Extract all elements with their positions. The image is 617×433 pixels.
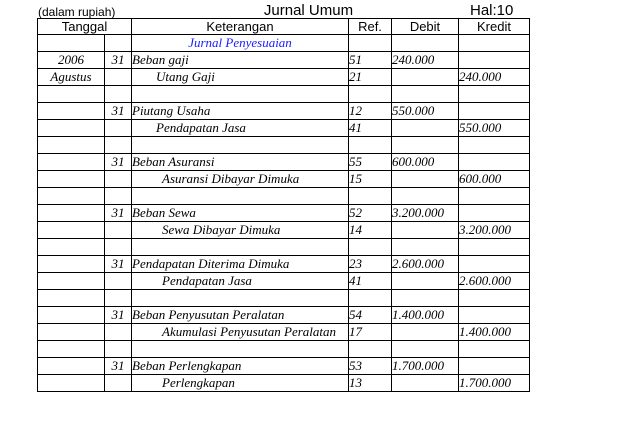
spacer-cell bbox=[38, 188, 105, 205]
spacer-cell bbox=[349, 188, 392, 205]
table-row bbox=[38, 273, 530, 290]
spacer-cell bbox=[459, 239, 530, 256]
spacer-row bbox=[38, 188, 530, 205]
credit-amount: 600.000 bbox=[459, 171, 530, 188]
credit-ref: 14 bbox=[349, 222, 392, 239]
table-row bbox=[38, 120, 530, 137]
credit-amount-empty bbox=[459, 154, 530, 171]
spacer-cell bbox=[105, 137, 132, 154]
table-row bbox=[38, 307, 530, 324]
credit-ref: 15 bbox=[349, 171, 392, 188]
date-month-cell: Agustus bbox=[38, 69, 105, 86]
spacer-cell bbox=[392, 239, 459, 256]
debit-amount-empty bbox=[392, 171, 459, 188]
spacer-cell bbox=[105, 188, 132, 205]
table-row bbox=[38, 103, 530, 120]
debit-ref: 53 bbox=[349, 358, 392, 375]
spacer-cell bbox=[38, 86, 105, 103]
date-month-cell bbox=[38, 273, 105, 290]
debit-account: Beban Perlengkapan bbox=[132, 358, 349, 375]
credit-ref: 17 bbox=[349, 324, 392, 341]
table-row bbox=[38, 154, 530, 171]
table-row bbox=[38, 205, 530, 222]
date-day-empty bbox=[105, 120, 132, 137]
debit-amount: 600.000 bbox=[392, 154, 459, 171]
date-day: 31 bbox=[105, 205, 132, 222]
debit-ref: 51 bbox=[349, 52, 392, 69]
debit-amount-empty bbox=[392, 273, 459, 290]
spacer-cell bbox=[349, 341, 392, 358]
debit-amount: 240.000 bbox=[392, 52, 459, 69]
debit-ref: 12 bbox=[349, 103, 392, 120]
credit-ref: 21 bbox=[349, 69, 392, 86]
table-header-row bbox=[38, 19, 530, 35]
journal-table bbox=[37, 18, 530, 392]
credit-account: Sewa Dibayar Dimuka bbox=[132, 222, 349, 239]
date-day-empty bbox=[105, 69, 132, 86]
table-row bbox=[38, 375, 530, 392]
spacer-cell bbox=[459, 188, 530, 205]
spacer-cell bbox=[392, 341, 459, 358]
debit-amount: 3.200.000 bbox=[392, 205, 459, 222]
debit-account: Beban Penyusutan Peralatan bbox=[132, 307, 349, 324]
spacer-cell bbox=[392, 290, 459, 307]
credit-amount-empty bbox=[459, 103, 530, 120]
spacer-cell bbox=[132, 341, 349, 358]
table-row bbox=[38, 358, 530, 375]
date-day: 31 bbox=[105, 154, 132, 171]
spacer-cell bbox=[105, 341, 132, 358]
spacer-cell bbox=[38, 137, 105, 154]
spacer-cell bbox=[392, 137, 459, 154]
credit-account: Perlengkapan bbox=[132, 375, 349, 392]
date-month-cell bbox=[38, 222, 105, 239]
spacer-cell bbox=[132, 137, 349, 154]
spacer-cell bbox=[105, 290, 132, 307]
credit-ref: 41 bbox=[349, 120, 392, 137]
col-header-debit: Debit bbox=[392, 19, 459, 35]
credit-amount-empty bbox=[459, 52, 530, 69]
credit-amount-empty bbox=[459, 256, 530, 273]
credit-amount-empty bbox=[459, 205, 530, 222]
spacer-row bbox=[38, 239, 530, 256]
debit-account: Piutang Usaha bbox=[132, 103, 349, 120]
spacer-cell bbox=[132, 239, 349, 256]
section-title-row bbox=[38, 35, 530, 52]
spacer-row bbox=[38, 341, 530, 358]
date-year-cell bbox=[38, 307, 105, 324]
credit-account: Pendapatan Jasa bbox=[132, 120, 349, 137]
spacer-cell bbox=[349, 137, 392, 154]
debit-account: Beban Asuransi bbox=[132, 154, 349, 171]
date-year-cell bbox=[38, 103, 105, 120]
credit-amount-empty bbox=[459, 307, 530, 324]
table-row bbox=[38, 256, 530, 273]
credit-amount: 2.600.000 bbox=[459, 273, 530, 290]
date-month-cell bbox=[38, 375, 105, 392]
date-year-cell bbox=[38, 358, 105, 375]
debit-ref: 55 bbox=[349, 154, 392, 171]
credit-amount: 3.200.000 bbox=[459, 222, 530, 239]
date-day: 31 bbox=[105, 358, 132, 375]
debit-amount: 1.700.000 bbox=[392, 358, 459, 375]
spacer-cell bbox=[459, 290, 530, 307]
date-day: 31 bbox=[105, 256, 132, 273]
debit-amount: 1.400.000 bbox=[392, 307, 459, 324]
debit-ref: 52 bbox=[349, 205, 392, 222]
col-header-date: Tanggal bbox=[38, 19, 132, 35]
spacer-cell bbox=[459, 86, 530, 103]
col-header-ref: Ref. bbox=[349, 19, 392, 35]
credit-amount-empty bbox=[459, 358, 530, 375]
table-row bbox=[38, 52, 530, 69]
credit-account: Utang Gaji bbox=[132, 69, 349, 86]
spacer-cell bbox=[132, 188, 349, 205]
debit-amount-empty bbox=[392, 69, 459, 86]
credit-amount: 550.000 bbox=[459, 120, 530, 137]
debit-amount: 2.600.000 bbox=[392, 256, 459, 273]
spacer-row bbox=[38, 290, 530, 307]
date-month-cell bbox=[38, 171, 105, 188]
table-row bbox=[38, 222, 530, 239]
spacer-cell bbox=[349, 239, 392, 256]
page-number: Hal:10 bbox=[470, 2, 514, 19]
debit-amount-empty bbox=[392, 375, 459, 392]
spacer-cell bbox=[459, 341, 530, 358]
date-day-empty bbox=[105, 171, 132, 188]
date-month-cell bbox=[38, 324, 105, 341]
spacer-cell bbox=[105, 86, 132, 103]
debit-account: Beban gaji bbox=[132, 52, 349, 69]
debit-account: Beban Sewa bbox=[132, 205, 349, 222]
spacer-cell bbox=[105, 239, 132, 256]
debit-amount: 550.000 bbox=[392, 103, 459, 120]
date-year-cell bbox=[38, 256, 105, 273]
date-year-cell bbox=[38, 154, 105, 171]
credit-amount: 240.000 bbox=[459, 69, 530, 86]
date-day: 31 bbox=[105, 103, 132, 120]
date-day: 31 bbox=[105, 307, 132, 324]
table-row bbox=[38, 324, 530, 341]
debit-amount-empty bbox=[392, 222, 459, 239]
date-day: 31 bbox=[105, 52, 132, 69]
date-day-empty bbox=[105, 324, 132, 341]
spacer-cell bbox=[38, 341, 105, 358]
debit-ref: 54 bbox=[349, 307, 392, 324]
date-year-cell: 2006 bbox=[38, 52, 105, 69]
spacer-cell bbox=[38, 239, 105, 256]
col-header-credit: Kredit bbox=[459, 19, 530, 35]
credit-amount: 1.400.000 bbox=[459, 324, 530, 341]
table-row bbox=[38, 171, 530, 188]
credit-ref: 41 bbox=[349, 273, 392, 290]
spacer-cell bbox=[392, 86, 459, 103]
spacer-cell bbox=[349, 290, 392, 307]
credit-account: Pendapatan Jasa bbox=[132, 273, 349, 290]
credit-account: Akumulasi Penyusutan Peralatan bbox=[132, 324, 349, 341]
spacer-cell bbox=[132, 86, 349, 103]
date-month-cell bbox=[38, 120, 105, 137]
date-day-empty bbox=[105, 222, 132, 239]
spacer-row bbox=[38, 137, 530, 154]
credit-ref: 13 bbox=[349, 375, 392, 392]
spacer-cell bbox=[38, 290, 105, 307]
col-header-description: Keterangan bbox=[132, 19, 349, 35]
journal-title: Jurnal Umum bbox=[263, 2, 354, 19]
date-day-empty bbox=[105, 273, 132, 290]
credit-account: Asuransi Dibayar Dimuka bbox=[132, 171, 349, 188]
debit-amount-empty bbox=[392, 120, 459, 137]
debit-ref: 23 bbox=[349, 256, 392, 273]
debit-amount-empty bbox=[392, 324, 459, 341]
spacer-cell bbox=[459, 137, 530, 154]
spacer-row bbox=[38, 86, 530, 103]
section-title: Jurnal Penyesuaian bbox=[132, 35, 349, 52]
credit-amount: 1.700.000 bbox=[459, 375, 530, 392]
debit-account: Pendapatan Diterima Dimuka bbox=[132, 256, 349, 273]
date-year-cell bbox=[38, 205, 105, 222]
spacer-cell bbox=[132, 290, 349, 307]
spacer-cell bbox=[392, 188, 459, 205]
spacer-cell bbox=[349, 86, 392, 103]
unit-label: (dalam rupiah) bbox=[38, 5, 116, 19]
table-row bbox=[38, 69, 530, 86]
date-day-empty bbox=[105, 375, 132, 392]
